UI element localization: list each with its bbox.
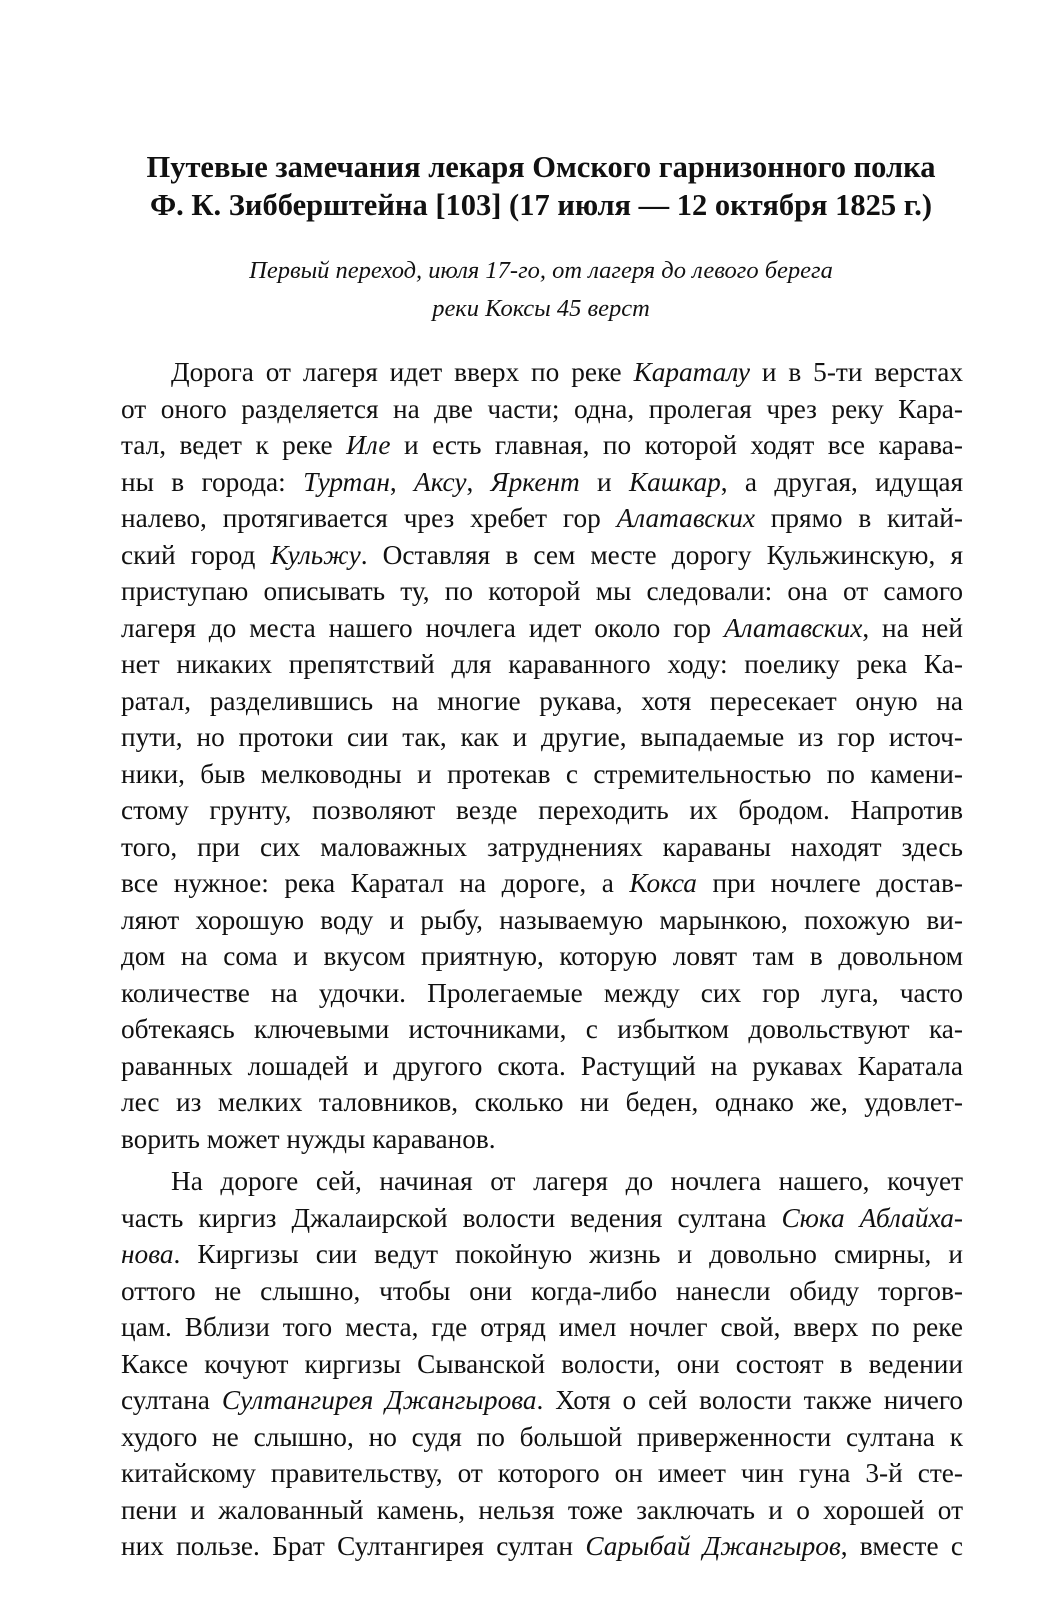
text-line: ники, быв мелководны и протекав с стремительностью по камени- <box>121 758 963 789</box>
text-line: ляют хорошую воду и рыбу, называемую марынкою, похожую ви- <box>121 904 963 935</box>
text-line: раванных лошадей и другого скота. Растущий на рукавах Каратала <box>121 1050 963 1081</box>
chapter-title-line-1: Путевые замечания лекаря Омского гарнизонного полка <box>146 150 936 184</box>
chapter-title-line-2: Ф. К. Зибберштейна [103] (17 июля — 12 октября 1825 г.) <box>149 188 932 222</box>
text-line: часть киргиз Джалаирской волости ведения султана Сюка Аблайха- <box>121 1202 964 1233</box>
text-line: ны в города: Туртан, Аксу, Яркент и Кашкар, а другая, идущая <box>121 466 964 497</box>
text-line: оттого не слышно, чтобы они когда-либо нанесли обиду торгов- <box>121 1275 963 1306</box>
section-subtitle-line-1: Первый переход, июля 17-го, от лагеря до левого берега <box>249 257 833 284</box>
text-line: На дороге сей, начиная от лагеря до ночлега нашего, кочует <box>171 1166 963 1196</box>
section-subtitle <box>120 252 962 328</box>
text-line: все нужное: река Каратал на дороге, а Кокса при ночлеге достав- <box>121 868 964 898</box>
text-line: цам. Вблизи того места, где отряд имел ночлег свой, вверх по реке <box>121 1312 963 1342</box>
text-line: них пользе. Брат Султангирея султан Сарыбай Джангыров, вместе с <box>121 1531 964 1561</box>
text-line: стому грунту, позволяют везде переходить их бродом. Напротив <box>121 795 963 825</box>
text-line: от оного разделяется на две части; одна, пролегая чрез реку Кара- <box>121 393 963 424</box>
body-text <box>121 354 963 1565</box>
text-line: Каксе кочуют киргизы Сыванской волости, они состоят в ведении <box>121 1348 963 1379</box>
text-line: нова. Киргизы сии ведут покойную жизнь и довольно смирны, и <box>121 1239 963 1269</box>
text-line: ский город Кульжу. Оставляя в сем месте дорогу Кульжинскую, я <box>121 539 964 570</box>
text-line: ратал, разделившись на многие рукава, хотя пересекает оную на <box>121 685 963 716</box>
text-line: пути, но протоки сии так, как и другие, выпадаемые из гор источ- <box>121 722 963 752</box>
text-line: Дорога от лагеря идет вверх по реке Караталу и в 5-ти верстах <box>171 357 963 387</box>
text-line: тал, ведет к реке Иле и есть главная, по которой ходят все карава- <box>121 430 963 460</box>
text-line: приступаю описывать ту, по которой мы следовали: она от самого <box>121 576 963 606</box>
text-line: лес из мелких таловников, сколько ни беден, однако же, удовлет- <box>121 1087 963 1117</box>
text-line: налево, протягивается чрез хребет гор Алатавских прямо в китай- <box>121 503 963 533</box>
text-line: обтекаясь ключевыми источниками, с избытком довольствуют ка- <box>121 1014 963 1044</box>
chapter-title <box>120 148 962 224</box>
text-line: худого не слышно, но судя по большой приверженности султана к <box>121 1421 963 1452</box>
text-line: пени и жалованный камень, нельзя тоже заключать и о хорошей от <box>121 1494 963 1525</box>
paragraph-2 <box>121 1163 963 1565</box>
paragraph-1 <box>121 354 963 1157</box>
text-line: нет никаких препятствий для караванного ходу: поелику река Ка- <box>121 649 963 679</box>
text-line: количестве на удочки. Пролегаемые между сих гор луга, часто <box>121 977 963 1008</box>
section-subtitle-line-2: реки Коксы 45 верст <box>432 295 650 322</box>
text-line: того, при сих маловажных затруднениях караваны находят здесь <box>121 831 963 862</box>
text-line: лагеря до места нашего ночлега идет около гор Алатавских, на ней <box>121 612 963 643</box>
text-line: ворить может нужды караванов. <box>121 1123 496 1154</box>
text-line: султана Султангирея Джангырова. Хотя о сей волости также ничего <box>121 1385 963 1415</box>
text-line: дом на сома и вкусом приятную, которую ловят там в довольном <box>121 941 963 971</box>
text-line: китайскому правительству, от которого он имеет чин гуна 3-й сте- <box>121 1458 963 1488</box>
